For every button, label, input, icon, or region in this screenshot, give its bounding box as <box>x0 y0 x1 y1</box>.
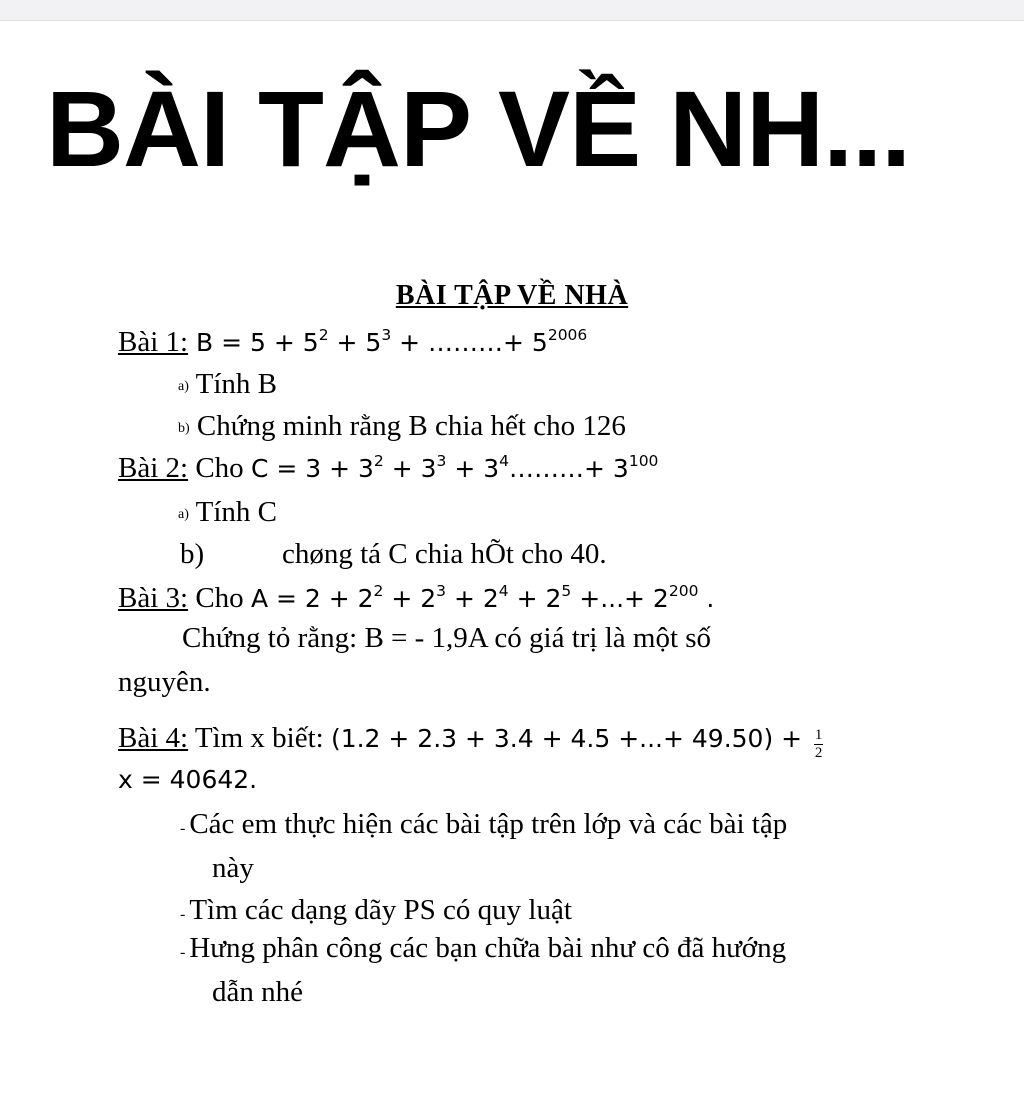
fraction-denominator: 2 <box>814 744 823 761</box>
part-marker: b) <box>180 538 205 570</box>
bai4-label: Bài 4: <box>118 722 189 754</box>
note-text: Các em thực hiện các bài tập trên lớp và các bài tập <box>189 808 788 840</box>
bai1-part-b <box>178 408 626 447</box>
bai3-exponent: 200 <box>668 582 699 601</box>
note-dash: - <box>180 820 186 837</box>
bai1-exponent: 2 <box>318 326 329 345</box>
bai4-expression: (1.2 + 2.3 + 3.4 + 4.5 +...+ 49.50) + <box>330 724 811 753</box>
bai3-expr-part: . <box>698 584 715 613</box>
bai2-part-a <box>178 494 277 533</box>
bai3-exponent: 2 <box>373 582 384 601</box>
bai2-expr-part: ………+ 3 <box>509 454 629 483</box>
bai1-exponent: 2006 <box>547 326 588 345</box>
bai3-proof-line: nguyên. <box>118 666 211 698</box>
bai2-exponent: 2 <box>373 452 384 471</box>
bai1-part-a <box>178 366 277 405</box>
document-heading: BÀI TẬP VỀ NHÀ <box>395 280 629 311</box>
part-marker: a) <box>178 507 189 523</box>
bai1-exponent: 3 <box>381 326 392 345</box>
bai3-expr-part: +...+ 2 <box>571 584 669 613</box>
bai3-expr-part: A = 2 + 2 <box>250 584 374 613</box>
part-marker: b) <box>178 421 190 437</box>
bai4-equation-end: x = 40642. <box>118 765 258 794</box>
bai4-intro: Tìm x biết: <box>188 722 331 754</box>
bai1-expr-part: B = 5 + 5 <box>188 328 319 357</box>
bai1-problem <box>118 324 587 364</box>
bai2-expr-part: C = 3 + 3 <box>250 454 374 483</box>
bai1-expression <box>188 328 587 357</box>
bai4-problem <box>118 720 823 761</box>
bai3-intro: Cho <box>188 582 251 614</box>
bai4-fraction <box>814 728 823 761</box>
page-title: BÀI TẬP VỀ NH... <box>46 68 911 189</box>
part-marker: a) <box>178 379 189 395</box>
bai3-expression <box>251 584 714 613</box>
note-dash: - <box>180 906 186 923</box>
bai2-part-b <box>180 536 204 572</box>
bai3-expr-part: + 2 <box>446 584 499 613</box>
bai1-label: Bài 1: <box>118 326 189 358</box>
bai2-expr-part: + 3 <box>446 454 500 483</box>
note-text: Tìm các dạng dãy PS có quy luật <box>189 894 572 926</box>
bai2-label: Bài 2: <box>118 452 189 484</box>
bai3-exponent: 4 <box>498 582 509 601</box>
bai2-intro: Cho <box>188 452 251 484</box>
note-text-continued: dẫn nhé <box>212 976 303 1008</box>
bai2-exponent: 100 <box>628 452 659 471</box>
bai2-expression <box>251 454 658 483</box>
bai3-exponent: 5 <box>561 582 572 601</box>
bai1-expr-part: + 5 <box>328 328 382 357</box>
bai2-part-b-text: chøng tá C chia hÕt cho 40. <box>282 538 607 570</box>
bai3-expr-part: + 2 <box>383 584 437 613</box>
note-text: Hưng phân công các bạn chữa bài như cô đã hướng <box>189 932 787 964</box>
bai2-exponent: 4 <box>499 452 510 471</box>
fraction-numerator: 1 <box>814 726 823 743</box>
note-dash: - <box>180 944 186 961</box>
part-text: Tính B <box>188 368 277 400</box>
bai3-problem <box>118 580 714 620</box>
bai3-exponent: 3 <box>436 582 447 601</box>
bai2-problem <box>118 450 658 490</box>
bai3-proof-line: Chứng tỏ rằng: B = - 1,9A có giá trị là một số <box>182 622 712 654</box>
bai1-expr-part: + ………+ 5 <box>391 328 548 357</box>
note-item <box>180 892 572 933</box>
note-item <box>180 930 786 971</box>
bai3-expr-part: + 2 <box>508 584 562 613</box>
note-text-continued: này <box>212 852 254 884</box>
part-text: Chứng minh rằng B chia hết cho 126 <box>189 410 626 442</box>
part-text: Tính C <box>188 496 277 528</box>
bai3-label: Bài 3: <box>118 582 189 614</box>
bai2-expr-part: + 3 <box>383 454 437 483</box>
note-item <box>180 806 787 847</box>
bai2-exponent: 3 <box>436 452 447 471</box>
